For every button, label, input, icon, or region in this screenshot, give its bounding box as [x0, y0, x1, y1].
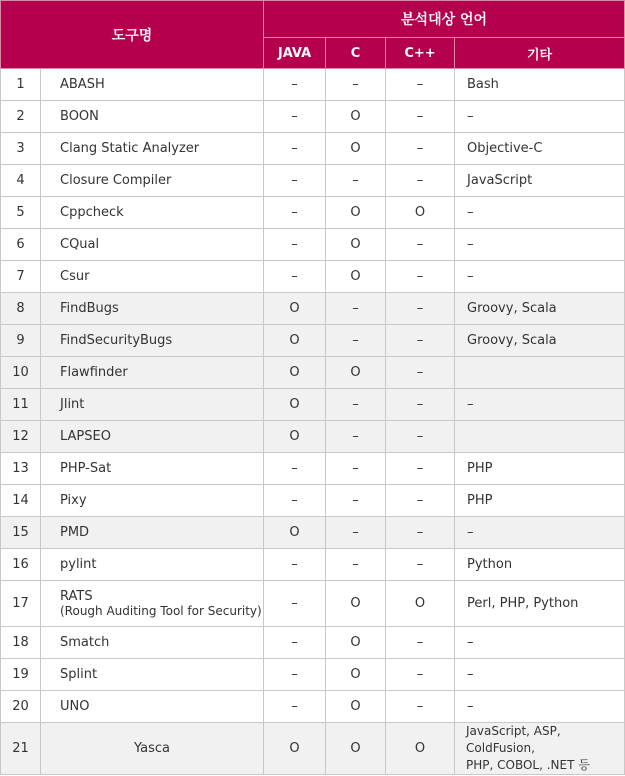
tool-name: BOON	[41, 101, 264, 133]
cpp-cell: –	[386, 421, 455, 453]
c-cell: O	[326, 229, 386, 261]
java-cell: –	[264, 69, 326, 101]
tool-name: UNO	[41, 691, 264, 723]
table-row	[1, 165, 625, 197]
java-cell: O	[264, 389, 326, 421]
tool-name: Cppcheck	[41, 197, 264, 229]
c-cell: O	[326, 261, 386, 293]
tool-name: pylint	[41, 549, 264, 581]
cpp-cell: –	[386, 357, 455, 389]
table-row	[1, 101, 625, 133]
c-cell: –	[326, 549, 386, 581]
row-number: 1	[1, 69, 41, 101]
java-cell: O	[264, 421, 326, 453]
other-cell: PHP	[455, 453, 625, 485]
tool-name-cell	[41, 581, 264, 627]
row-number: 15	[1, 517, 41, 549]
c-cell: O	[326, 691, 386, 723]
java-cell: –	[264, 101, 326, 133]
table-row	[1, 133, 625, 165]
other-cell: –	[455, 389, 625, 421]
c-cell: –	[326, 517, 386, 549]
c-cell: –	[326, 325, 386, 357]
row-number: 20	[1, 691, 41, 723]
java-cell: –	[264, 261, 326, 293]
c-cell: –	[326, 293, 386, 325]
table-row	[1, 325, 625, 357]
other-cell: Python	[455, 549, 625, 581]
tool-name: Jlint	[41, 389, 264, 421]
java-cell: –	[264, 453, 326, 485]
row-number: 2	[1, 101, 41, 133]
table-row	[1, 659, 625, 691]
cpp-cell: –	[386, 549, 455, 581]
cpp-cell: O	[386, 197, 455, 229]
cpp-cell: –	[386, 453, 455, 485]
tool-name: Splint	[41, 659, 264, 691]
other-line-2: PHP, COBOL, .NET 등	[466, 758, 590, 772]
other-cell: –	[455, 517, 625, 549]
java-cell: –	[264, 627, 326, 659]
cpp-cell: –	[386, 627, 455, 659]
table-row	[1, 261, 625, 293]
cpp-cell: –	[386, 293, 455, 325]
other-cell: Groovy, Scala	[455, 325, 625, 357]
row-number: 5	[1, 197, 41, 229]
other-cell	[455, 357, 625, 389]
other-line-1: JavaScript, ASP, ColdFusion,	[466, 724, 561, 755]
c-cell: O	[326, 101, 386, 133]
other-cell: –	[455, 691, 625, 723]
other-cell: Groovy, Scala	[455, 293, 625, 325]
tool-name: RATS	[60, 589, 93, 604]
java-cell: –	[264, 691, 326, 723]
cpp-cell: –	[386, 133, 455, 165]
tool-name: FindSecurityBugs	[41, 325, 264, 357]
cpp-cell: –	[386, 659, 455, 691]
table-row	[1, 691, 625, 723]
table-row	[1, 627, 625, 659]
java-cell: –	[264, 165, 326, 197]
c-cell: O	[326, 627, 386, 659]
table-row	[1, 357, 625, 389]
table-row	[1, 549, 625, 581]
cpp-cell: –	[386, 485, 455, 517]
other-cell: –	[455, 101, 625, 133]
tool-name: Csur	[41, 261, 264, 293]
row-number: 21	[1, 723, 41, 775]
tool-name: Clang Static Analyzer	[41, 133, 264, 165]
java-cell: O	[264, 357, 326, 389]
row-number: 7	[1, 261, 41, 293]
java-cell: O	[264, 325, 326, 357]
java-cell: O	[264, 723, 326, 775]
other-cell: Perl, PHP, Python	[455, 581, 625, 627]
tool-name-subtitle: (Rough Auditing Tool for Security)	[60, 604, 262, 618]
java-cell: –	[264, 549, 326, 581]
table-row	[1, 723, 625, 775]
c-cell: O	[326, 723, 386, 775]
tool-name: Flawfinder	[41, 357, 264, 389]
tool-name: Smatch	[41, 627, 264, 659]
java-cell: –	[264, 133, 326, 165]
row-number: 13	[1, 453, 41, 485]
row-number: 14	[1, 485, 41, 517]
row-number: 8	[1, 293, 41, 325]
cpp-cell: –	[386, 165, 455, 197]
other-cell: PHP	[455, 485, 625, 517]
cpp-cell: O	[386, 581, 455, 627]
table-row	[1, 421, 625, 453]
tool-name: LAPSEO	[41, 421, 264, 453]
other-cell	[455, 723, 625, 775]
other-cell: Objective-C	[455, 133, 625, 165]
java-cell: O	[264, 293, 326, 325]
cpp-cell: –	[386, 325, 455, 357]
c-cell: O	[326, 357, 386, 389]
row-number: 19	[1, 659, 41, 691]
table-row	[1, 229, 625, 261]
tool-name: PHP-Sat	[41, 453, 264, 485]
row-number: 10	[1, 357, 41, 389]
java-cell: –	[264, 229, 326, 261]
c-column-header: C	[326, 38, 386, 69]
table-row	[1, 69, 625, 101]
c-cell: O	[326, 197, 386, 229]
cpp-cell: –	[386, 691, 455, 723]
other-cell: –	[455, 627, 625, 659]
row-number: 9	[1, 325, 41, 357]
c-cell: –	[326, 421, 386, 453]
table-row	[1, 293, 625, 325]
c-cell: –	[326, 485, 386, 517]
cpp-cell: –	[386, 389, 455, 421]
table-row	[1, 517, 625, 549]
row-number: 17	[1, 581, 41, 627]
c-cell: O	[326, 581, 386, 627]
c-cell: –	[326, 69, 386, 101]
row-number: 3	[1, 133, 41, 165]
table-row	[1, 197, 625, 229]
table-row	[1, 453, 625, 485]
row-number: 6	[1, 229, 41, 261]
tool-name-header: 도구명	[1, 1, 264, 69]
row-number: 16	[1, 549, 41, 581]
tool-name: Pixy	[41, 485, 264, 517]
tool-name: Yasca	[41, 723, 264, 775]
table-row	[1, 485, 625, 517]
row-number: 18	[1, 627, 41, 659]
cpp-cell: –	[386, 517, 455, 549]
cpp-cell: –	[386, 261, 455, 293]
row-number: 12	[1, 421, 41, 453]
other-cell: –	[455, 261, 625, 293]
row-number: 11	[1, 389, 41, 421]
java-cell: –	[264, 659, 326, 691]
cpp-cell: O	[386, 723, 455, 775]
header-row	[1, 1, 625, 38]
other-cell: JavaScript	[455, 165, 625, 197]
other-cell: –	[455, 197, 625, 229]
cpp-column-header: C++	[386, 38, 455, 69]
c-cell: –	[326, 165, 386, 197]
java-cell: O	[264, 517, 326, 549]
java-column-header: JAVA	[264, 38, 326, 69]
other-column-header: 기타	[455, 38, 625, 69]
target-language-header: 분석대상 언어	[264, 1, 625, 38]
tool-name: ABASH	[41, 69, 264, 101]
c-cell: –	[326, 389, 386, 421]
tool-name: FindBugs	[41, 293, 264, 325]
cpp-cell: –	[386, 229, 455, 261]
c-cell: O	[326, 133, 386, 165]
table-row	[1, 389, 625, 421]
cpp-cell: –	[386, 69, 455, 101]
other-cell	[455, 421, 625, 453]
cpp-cell: –	[386, 101, 455, 133]
row-number: 4	[1, 165, 41, 197]
other-cell: Bash	[455, 69, 625, 101]
tool-name: PMD	[41, 517, 264, 549]
tool-name: CQual	[41, 229, 264, 261]
table-row	[1, 581, 625, 627]
java-cell: –	[264, 197, 326, 229]
other-cell: –	[455, 229, 625, 261]
c-cell: –	[326, 453, 386, 485]
tool-name: Closure Compiler	[41, 165, 264, 197]
java-cell: –	[264, 581, 326, 627]
other-cell: –	[455, 659, 625, 691]
java-cell: –	[264, 485, 326, 517]
c-cell: O	[326, 659, 386, 691]
